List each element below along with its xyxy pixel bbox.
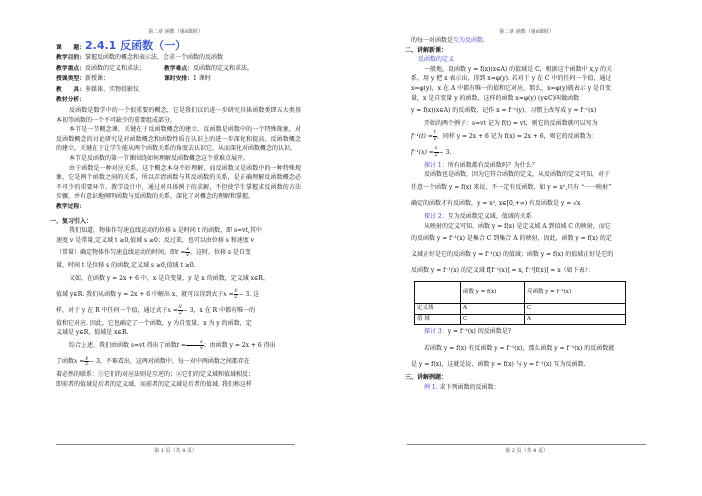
key-label: 教学重点： [56, 65, 85, 72]
analysis-paragraph: 本节是反函数的第一节课围绕如何理解反函数概念这个重难点展开。 [69, 154, 250, 162]
section-new-lesson-heading: 二、讲解新课： [405, 46, 448, 54]
review-line: 值和它对应. 因此，它也确定了一个函数，y 为自变量，x 为 y 的函数，定 [56, 319, 252, 327]
page-footer: 第 2 页（共 4 页） [505, 448, 548, 454]
title-label: 课 题： [56, 45, 85, 51]
fraction-x-over-2: $\frac{x}{2}$ [434, 145, 438, 158]
hours-text: 1 课时 [193, 75, 211, 83]
review-line: 样，对于 y 在 R 中任何一个值，通过式子x = $\frac{y}{2}$ − 3，x 在 R 中都有唯一的 [56, 303, 256, 316]
definition-heading: 反函数的定义 [418, 56, 455, 64]
review-line: （常量）确定物体作匀速直线运动的时间，即t = $\frac{s}{v}$ ，这时，位移 s 是自变 [56, 245, 251, 259]
key-row [56, 64, 301, 75]
table-cell: A [461, 304, 525, 315]
answer-line: 是 y = f(x)，这就是说，函数 y = f(x) 与 y = f⁻¹(x) 互为反函数. [411, 360, 586, 368]
footer-rule [407, 444, 646, 445]
review-line: 速度 v 是常量,定义域 t ≥0,值域 s ≥0；反过来，也可以由位移 s 和速度 v [56, 236, 255, 244]
process-row [56, 202, 301, 213]
table-cell [415, 282, 461, 304]
type-label: 授课类型： [56, 76, 85, 83]
section-review-heading: 一、复习引入： [50, 217, 93, 225]
review-line: 着必然的联系：①它们的对应法则是互逆的；②它们的定义域和值域相反； [56, 371, 255, 379]
definition-line: y = f(x)(x∈A) 的反函数，记作 x = f⁻¹(y)，习惯上改写成 y = f⁻¹(x) [411, 107, 597, 115]
table-cell: A [525, 314, 626, 325]
table-row [415, 304, 626, 315]
inverse-term: 互为反函数 [453, 37, 484, 44]
footer-rule [56, 444, 295, 445]
page-1-content [50, 38, 301, 389]
answer-line: 反函数也是函数，因为它符合函数的定义，从反函数的定义可知，对于 [424, 171, 611, 179]
definition-line: 量，x 是自变量 y 的函数，这样的函数 x=φ(y) (y∈C)叫做函数 [411, 94, 580, 102]
table-row [415, 314, 626, 325]
answer-line: 从映射的定义可知，函数 y = f(x) 是定义域 A 到值域 C 的映射，而它 [424, 222, 611, 230]
answer-line: 义域正好是它的反函数 y = f⁻¹(x) 的值域；函数 y = f(x) 的值域正好是它的 [411, 251, 614, 259]
fraction-t-over-v: $\frac{t}{v}$ [433, 129, 437, 142]
process-label: 教学过程： [56, 203, 85, 210]
page-footer: 第 1 页（共 4 页） [154, 448, 197, 454]
definition-line: f⁻¹(x) = $\frac{x}{2}$ − 3. [411, 145, 452, 158]
domain-range-table [414, 281, 626, 325]
fraction-y-over-2: $\frac{y}{2}$ [234, 287, 238, 300]
tools-text: 多媒体、实物投影仪 [85, 85, 140, 93]
table-cell: C [461, 314, 525, 325]
page-2 [351, 0, 702, 496]
objective-row [56, 53, 301, 64]
review-line: 义域是 y∈R，值域是 x∈R. [56, 329, 129, 337]
page-2-content [405, 36, 655, 392]
hours-label: 课时安排： [164, 76, 193, 83]
tools-label: 教 具： [56, 86, 85, 93]
objective-label: 教学目的： [56, 55, 85, 61]
table-header-row [415, 282, 626, 304]
example-1-label: 例 1. [424, 383, 438, 391]
question-2: 探讨 2：互为反函数定义域、值域的关系 [424, 212, 532, 220]
tools-row [56, 85, 301, 96]
table-cell: 反函数 y = f⁻¹(x) [525, 282, 626, 304]
lesson-title-row [56, 38, 301, 53]
fraction-s-over-v: $\frac{s}{v}$ [186, 340, 204, 352]
review-line: 即前者的值域是后者的定义域，而前者的定义域是后者的值域. 我们称这样 [56, 380, 252, 388]
answer-line: 确定的函数才有反函数，y = x², x∈[0,+∞) 有反函数是 y = √x [411, 199, 581, 207]
definition-line: 系，用 y 把 x 表示出，得到 x=φ(y). 若对于 y 在 C 中的任何一个值，通过 [411, 75, 612, 83]
answer-line: 反函数 y = f⁻¹(x) 的定义域 f[f⁻¹(x)] = x, f⁻¹[f(x)] = x（如下表）： [411, 267, 594, 275]
definition-line: f⁻¹(t) = $\frac{t}{v}$ ，同样 y = 2x + 6 记为 f(x) = 2x + 6，则它的反函数为： [411, 129, 598, 142]
question-1-label: 探讨 1： [424, 161, 448, 169]
question-2-label: 探讨 2： [424, 212, 448, 220]
review-line: 值域 y∈R. 我们从函数 y = 2x + 6 中解出 x，就可以得到式子x = $\frac{y}{2}$ − 3. 这 [56, 287, 260, 300]
review-line: 综合上述，我们由函数 s=vt 得出了函数t = $\frac{s}{v}$ ；由函数 y = 2x + 6 得出 [69, 338, 276, 352]
fraction-y-over-2: $\frac{y}{2}$ [85, 354, 89, 368]
example-1: 例 1. 求下列函数的反函数： [424, 383, 500, 391]
review-line: 了函数x = $\frac{y}{2}$ − 3，不难看出，这两对函数中，每一对中两函数之间都存在 [56, 354, 250, 368]
page-header: 第二章 函数（第8课时） [148, 29, 203, 35]
definition-line: 一般地，设函数 y = f(x)(x∈A) 的值域是 C，根据这个函数中 x,y 的关 [424, 65, 613, 73]
fraction-s-over-v: $\frac{s}{v}$ [186, 245, 190, 259]
review-line: 量，时间 t 是位移 s 的函数,定义域 s ≥0,值域 t ≥0. [56, 262, 196, 270]
continuation-line: 的每一对函数是互为反函数. [411, 37, 485, 44]
analysis-row [56, 95, 301, 106]
analysis-paragraph: 本节是一节概念课，关键在于反函数概念的建立。反函数是函数中的一个特殊现象，对反函数概念的讨论研究是对函数概念和函数性质在认识上的进一步深化和提高。反函数概念的建立，关键在于让学生能从两个函数关系的角度去认识它，从而深化对函数概念的认识。 [56, 126, 301, 153]
table-cell: C [525, 304, 626, 315]
analysis-paragraph: 由于函数是一种对应关系，这个概念本身不好理解，而反函数又是函数中的一种特殊现象，它是两个函数之间的关系，所以弄清函数与其反函数的关系，是正确理解反函数概念必不可少的重要环节。教学设计中，通过对具体例子的求解，不但使学生掌握求反函数的方法步骤，并有意识地阐明函数与反函数的关系，深化了对概念的理解和掌握。 [56, 164, 301, 201]
page-header: 第二章 函数（第8课时） [499, 29, 554, 35]
section-examples-heading: 三、讲解例题： [405, 373, 448, 381]
question-1: 探讨 1：所有函数都有反函数吗？为什么？ [424, 161, 538, 169]
type-row [56, 74, 301, 85]
fraction-y-over-2: $\frac{y}{2}$ [178, 303, 182, 316]
analysis-label: 教材分析： [56, 97, 85, 104]
answer-line: 若函数 y = f(x) 有反函数 y = f⁻¹(x)，那么函数 y = f⁻¹(x) 的反函数就 [424, 344, 615, 352]
table-cell: 值 域 [415, 314, 461, 325]
lesson-title: 2.4.1 反函数（一） [85, 39, 187, 52]
question-3-label: 探讨 3： [424, 328, 448, 336]
difficulty-text: 反函数的定义和求法。 [193, 64, 254, 72]
definition-line: x=φ(y)，x 在 A 中都有唯一的值和它对应，那么，x=φ(y)就表示 y 是自变 [411, 84, 612, 92]
question-3: 探讨 3：y = f⁻¹(x) 的反函数是? [424, 328, 511, 336]
definition-line: 开始的两个例子：s=vt 记为 f(t) = vt，则它的反函数就可以写为 [424, 120, 598, 128]
review-line: 我们知道，物体作匀速直线运动的位移 s 是时间 t 的函数，即 s=vt,其中 [69, 227, 262, 235]
type-text: 新授课； [85, 75, 110, 83]
review-line: 又如，在函数 y = 2x + 6 中，x 是自变量，y 是 x 的函数，定义域 x∈R， [69, 274, 269, 282]
key-text: 反函数的定义和求法； [85, 64, 146, 72]
answer-line: 任意一个函数 y = f(x) 来说，不一定有反函数，如 y = x²,只有 “一一映射” [411, 183, 612, 191]
table-cell: 函数 y = f(x) [461, 282, 525, 304]
table-cell: 定义域 [415, 304, 461, 315]
objective-text: 掌握反函数的概念和表示法，会求一个函数的反函数 [85, 54, 224, 61]
answer-line: 的反函数 y = f⁻¹(x) 是集合 C 到集合 A 的映射，因此，函数 y = f(x) 的定 [411, 235, 612, 243]
analysis-paragraph: 反函数是数学中的一个很重要的概念，它是我们以后进一步研究具体函数类即五大类基本初等函数的一个不可缺少的重要组成部分。 [56, 106, 301, 124]
difficulty-label: 教学难点： [164, 65, 193, 72]
